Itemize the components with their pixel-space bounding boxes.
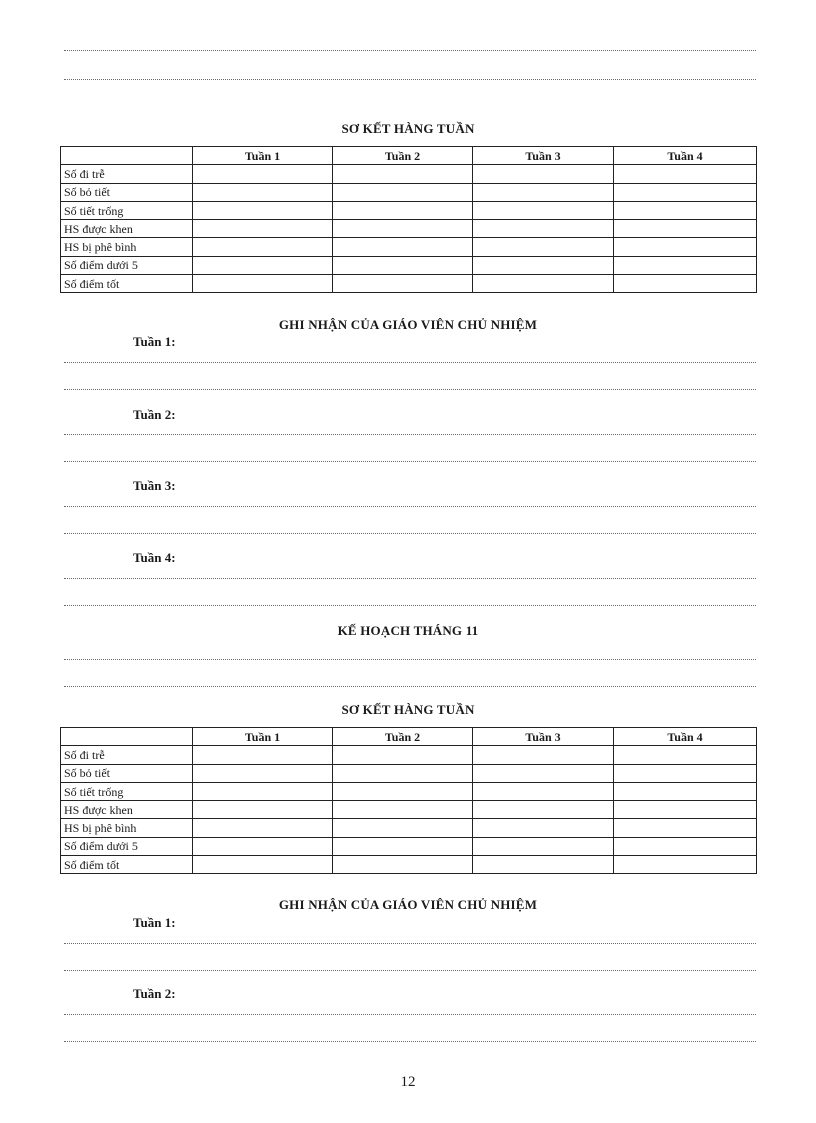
dotted-line bbox=[64, 461, 756, 462]
row-label-criticized: HS bị phê bình bbox=[61, 238, 193, 256]
table-cell bbox=[193, 275, 333, 293]
dotted-line bbox=[64, 79, 756, 80]
table-cell bbox=[193, 801, 333, 819]
table-cell bbox=[333, 256, 473, 274]
dotted-line bbox=[64, 578, 756, 579]
dotted-line bbox=[64, 389, 756, 390]
dotted-line bbox=[64, 943, 756, 944]
table-cell bbox=[473, 856, 614, 874]
table-cell bbox=[193, 165, 333, 183]
column-header-week-4: Tuần 4 bbox=[614, 728, 757, 746]
table-cell bbox=[333, 201, 473, 219]
table-cell bbox=[614, 256, 757, 274]
week-label-2: Tuần 2: bbox=[133, 986, 176, 1001]
table-cell bbox=[193, 220, 333, 238]
table-cell bbox=[193, 238, 333, 256]
table-cell bbox=[193, 782, 333, 800]
page-number: 12 bbox=[400, 1074, 416, 1090]
dotted-line bbox=[64, 362, 756, 363]
row-label-good-scores: Số điểm tốt bbox=[61, 856, 193, 874]
dotted-line bbox=[64, 1041, 756, 1042]
table-cell bbox=[473, 201, 614, 219]
table-cell bbox=[333, 856, 473, 874]
week-label-1: Tuần 1: bbox=[133, 334, 176, 349]
table-cell bbox=[614, 165, 757, 183]
table-cell bbox=[473, 220, 614, 238]
row-label-criticized: HS bị phê bình bbox=[61, 819, 193, 837]
table-cell bbox=[614, 782, 757, 800]
week-label-1: Tuần 1: bbox=[133, 915, 176, 930]
table-cell bbox=[193, 819, 333, 837]
summary-heading-2: SƠ KẾT HÀNG TUẦN bbox=[341, 702, 475, 717]
table-row bbox=[61, 275, 757, 293]
table-cell bbox=[614, 837, 757, 855]
column-header-week-3: Tuần 3 bbox=[473, 728, 614, 746]
column-header-week-2: Tuần 2 bbox=[333, 728, 473, 746]
monthly-plan-heading: KẾ HOẠCH THÁNG 11 bbox=[337, 623, 479, 638]
table-cell bbox=[333, 764, 473, 782]
table-cell bbox=[333, 183, 473, 201]
row-label-praised: HS được khen bbox=[61, 220, 193, 238]
row-label-late: Số đi trễ bbox=[61, 165, 193, 183]
table-cell bbox=[473, 275, 614, 293]
table-cell bbox=[473, 782, 614, 800]
row-label-below-5: Số điểm dưới 5 bbox=[61, 837, 193, 855]
table-row bbox=[61, 837, 757, 855]
column-header-week-2: Tuần 2 bbox=[333, 147, 473, 165]
table-cell bbox=[333, 165, 473, 183]
table-row bbox=[61, 801, 757, 819]
table-row bbox=[61, 220, 757, 238]
table-cell bbox=[193, 746, 333, 764]
row-label-late: Số đi trễ bbox=[61, 746, 193, 764]
table-row bbox=[61, 201, 757, 219]
row-label-praised: HS được khen bbox=[61, 801, 193, 819]
table-row bbox=[61, 238, 757, 256]
column-header-week-4: Tuần 4 bbox=[614, 147, 757, 165]
weekly-summary-table-1 bbox=[60, 146, 757, 293]
table-cell bbox=[614, 764, 757, 782]
table-row bbox=[61, 183, 757, 201]
table-cell bbox=[333, 819, 473, 837]
table-cell bbox=[333, 782, 473, 800]
dotted-line bbox=[64, 434, 756, 435]
table-row bbox=[61, 782, 757, 800]
table-cell bbox=[473, 183, 614, 201]
table-row bbox=[61, 256, 757, 274]
table-cell bbox=[614, 275, 757, 293]
dotted-line bbox=[64, 533, 756, 534]
week-label-4: Tuần 4: bbox=[133, 550, 176, 565]
table-cell bbox=[193, 201, 333, 219]
table-cell bbox=[614, 746, 757, 764]
table-row bbox=[61, 165, 757, 183]
row-label-skipped: Số bỏ tiết bbox=[61, 183, 193, 201]
table-cell bbox=[473, 837, 614, 855]
table-cell bbox=[473, 238, 614, 256]
table-cell bbox=[473, 746, 614, 764]
dotted-line bbox=[64, 50, 756, 51]
table-cell bbox=[614, 220, 757, 238]
table-cell bbox=[473, 165, 614, 183]
table-cell bbox=[193, 856, 333, 874]
row-label-empty-periods: Số tiết trống bbox=[61, 782, 193, 800]
row-label-good-scores: Số điểm tốt bbox=[61, 275, 193, 293]
teacher-notes-heading-1: GHI NHẬN CỦA GIÁO VIÊN CHỦ NHIỆM bbox=[278, 317, 538, 332]
dotted-line bbox=[64, 659, 756, 660]
column-header-week-1: Tuần 1 bbox=[193, 728, 333, 746]
dotted-line bbox=[64, 970, 756, 971]
table-cell bbox=[333, 746, 473, 764]
table-cell bbox=[614, 856, 757, 874]
week-label-3: Tuần 3: bbox=[133, 478, 176, 493]
table-cell bbox=[333, 275, 473, 293]
table-cell bbox=[473, 801, 614, 819]
table-cell bbox=[333, 801, 473, 819]
table-cell bbox=[614, 819, 757, 837]
table-cell bbox=[333, 220, 473, 238]
summary-heading-1: SƠ KẾT HÀNG TUẦN bbox=[341, 121, 475, 136]
table-cell bbox=[614, 183, 757, 201]
table-cell bbox=[614, 201, 757, 219]
column-header-blank bbox=[61, 728, 193, 746]
table-header-row bbox=[61, 728, 757, 746]
column-header-week-3: Tuần 3 bbox=[473, 147, 614, 165]
dotted-line bbox=[64, 686, 756, 687]
table-cell bbox=[473, 764, 614, 782]
row-label-below-5: Số điểm dưới 5 bbox=[61, 256, 193, 274]
row-label-skipped: Số bỏ tiết bbox=[61, 764, 193, 782]
table-cell bbox=[473, 819, 614, 837]
week-label-2: Tuần 2: bbox=[133, 407, 176, 422]
table-row bbox=[61, 746, 757, 764]
table-cell bbox=[614, 238, 757, 256]
table-cell bbox=[193, 764, 333, 782]
dotted-line bbox=[64, 506, 756, 507]
dotted-line bbox=[64, 605, 756, 606]
table-cell bbox=[193, 256, 333, 274]
table-cell bbox=[193, 837, 333, 855]
table-row bbox=[61, 819, 757, 837]
row-label-empty-periods: Số tiết trống bbox=[61, 201, 193, 219]
table-row bbox=[61, 764, 757, 782]
table-row bbox=[61, 856, 757, 874]
column-header-week-1: Tuần 1 bbox=[193, 147, 333, 165]
table-cell bbox=[614, 801, 757, 819]
table-cell bbox=[193, 183, 333, 201]
table-cell bbox=[473, 256, 614, 274]
table-cell bbox=[333, 837, 473, 855]
teacher-notes-heading-2: GHI NHẬN CỦA GIÁO VIÊN CHỦ NHIỆM bbox=[278, 897, 538, 912]
table-header-row bbox=[61, 147, 757, 165]
weekly-summary-table-2 bbox=[60, 727, 757, 874]
dotted-line bbox=[64, 1014, 756, 1015]
column-header-blank bbox=[61, 147, 193, 165]
table-cell bbox=[333, 238, 473, 256]
